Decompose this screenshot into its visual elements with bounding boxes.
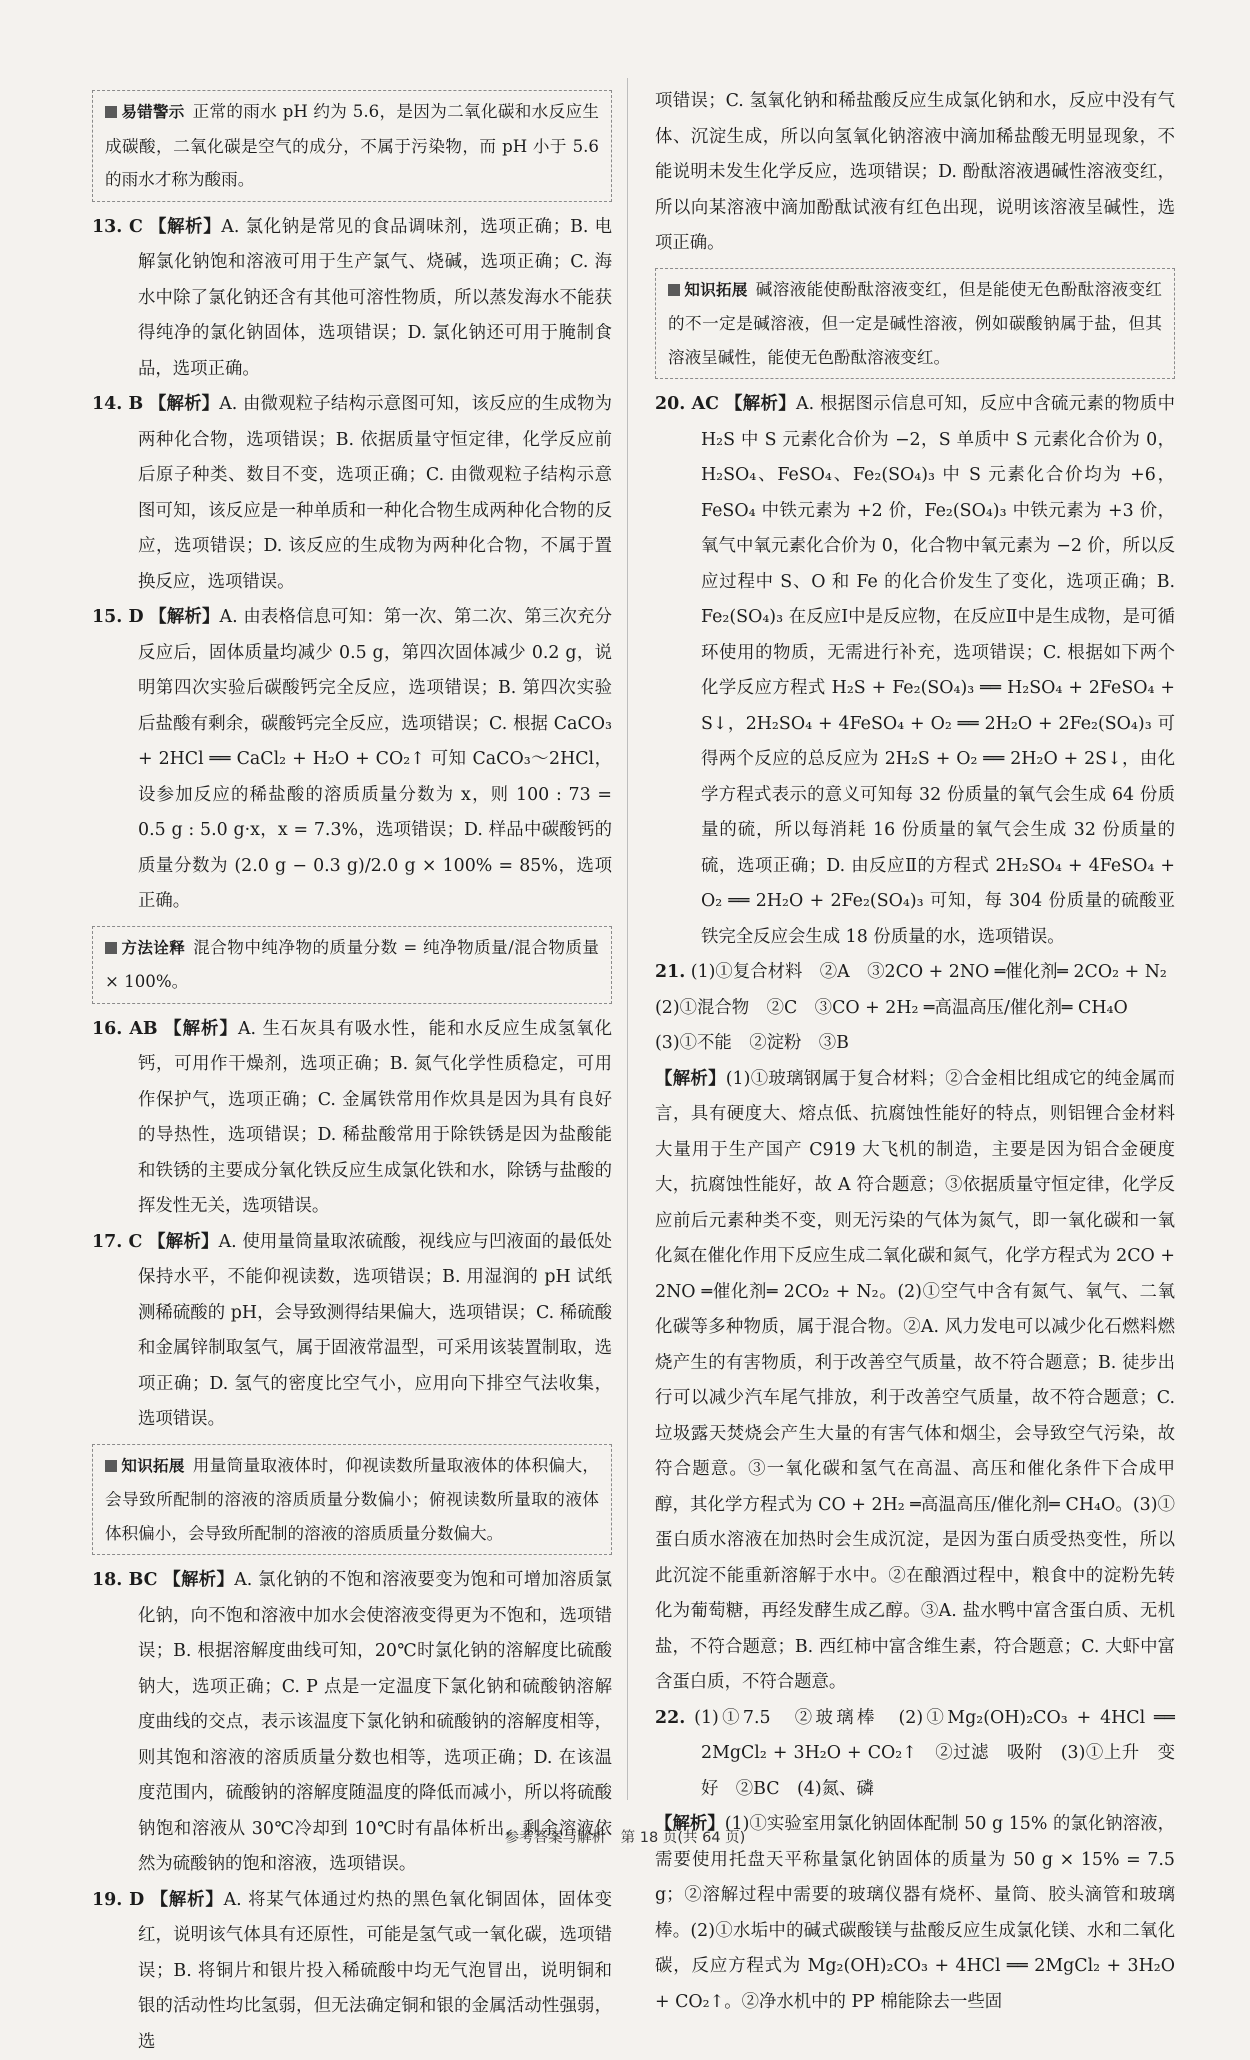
answer-number: 18. BC [92, 1570, 158, 1590]
answer-number: 22. [655, 1708, 685, 1728]
answer-number: 14. B [92, 394, 143, 414]
answer-text: A. 生石灰具有吸水性，能和水反应生成氢氧化钙，可用作干燥剂，选项正确；B. 氮气化学性质稳定，可用作保护气，选项正确；C. 金属铁常用作炊具是因为具有良好的导热性，选项错误；D. 稀盐酸常用于除铁锈是因为盐酸能和铁锈的主要成分氧化铁反应生成氯化铁和水，除锈与盐酸的挥发性无关，选项错误。 [138, 1019, 612, 1217]
answer-19-continued: 项错误；C. 氢氧化钠和稀盐酸反应生成氯化钠和水，反应中没有气体、沉淀生成，所以向氢氧化钠溶液中滴加稀盐酸无明显现象，不能说明未发生化学反应，选项错误；D. 酚酞溶液遇碱性溶液变红，所以向某溶液中滴加酚酞试液有红色出现，说明该溶液呈碱性，选项正确。 [655, 84, 1175, 262]
answer-text: A. 由表格信息可知：第一次、第二次、第三次充分反应后，固体质量均减少 0.5 g，第四次固体减少 0.2 g，说明第四次实验后碳酸钙完全反应，选项错误；B. 第四次实验后盐酸有剩余，碳酸钙完全反应，选项错误；C. 根据 CaCO₃ + 2HCl ══ CaCl₂ + H₂O + CO₂↑ 可知 CaCO₃～2HCl，设参加反应的稀盐酸的溶质质量分数为 x，则 100 : 73 = 0.5 g : 5.0 g·x，x = 7.3%，选项错误；D. 样品中碳酸钙的质量分数为 (2.0 g − 0.3 g)/2.0 g × 100% = 85%，选项正确。 [138, 607, 612, 911]
answer-15 [92, 600, 612, 920]
box-text: 用量筒量取液体时，仰视读数所量取液体的体积偏大，会导致所配制的溶液的溶质质量分数偏小；俯视读数所量取的液体体积偏小，会导致所配制的溶液的溶质质量分数偏大。 [105, 1456, 599, 1543]
analysis-tag: 【解析】 [149, 217, 221, 237]
answer-text: (1)①玻璃钢属于复合材料；②合金相比组成它的纯金属而言，具有硬度大、熔点低、抗腐蚀性能好的特点，则铝锂合金材料大量用于生产国产 C919 大飞机的制造，主要是因为铝合金硬度大，抗腐蚀性能好，故 A 符合题意；③依据质量守恒定律，化学反应前后元素种类不变，则无污染的气体为氮气，即一氧化碳和一氧化氮在催化作用下反应生成二氧化碳和氮气，化学方程式为 2CO + 2NO ═催化剂═ 2CO₂ + N₂。(2)①空气中含有氮气、氧气、二氧化碳等多种物质，属于混合物。②A. 风力发电可以减少化石燃料燃烧产生的有害物质，利于改善空气质量，故不符合题意；B. 徒步出行可以减少汽车尾气排放，利于改善空气质量，故不符合题意；C. 垃圾露天焚烧会产生大量的有害气体和烟尘，会导致空气污染，故符合题意。③一氧化碳和氢气在高温、高压和催化条件下合成甲醇，其化学方程式为 CO + 2H₂ ═高温高压/催化剂═ CH₄O。(3)①蛋白质水溶液在加热时会生成沉淀，是因为蛋白质受热变性，所以此沉淀不能重新溶解于水中。②在酿酒过程中，粮食中的淀粉先转化为葡萄糖，再经发酵生成乙醇。③A. 盐水鸭中富含蛋白质、无机盐，不符合题意；B. 西红柿中富含维生素，符合题意；C. 大虾中富含蛋白质，不符合题意。 [655, 1069, 1175, 1693]
analysis-tag: 【解析】 [163, 1570, 234, 1590]
answer-14 [92, 387, 612, 600]
answer-text: A. 根据图示信息可知，反应中含硫元素的物质中 H₂S 中 S 元素化合价为 −2，S 单质中 S 元素化合价为 0，H₂SO₄、FeSO₄、Fe₂(SO₄)₃ 中 S 元素化合价均为 +6，FeSO₄ 中铁元素为 +2 价，Fe₂(SO₄)₃ 中铁元素为 +3 价，氧气中氧元素化合价为 0，化合物中氧元素为 −2 价，所以反应过程中 S、O 和 Fe 的化合价发生了变化，选项正确；B. Fe₂(SO₄)₃ 在反应Ⅰ中是反应物，在反应Ⅱ中是生成物，是可循环使用的物质，无需进行补充，选项错误；C. 根据如下两个化学反应方程式 H₂S + Fe₂(SO₄)₃ ══ H₂SO₄ + 2FeSO₄ + S↓，2H₂SO₄ + 4FeSO₄ + O₂ ══ 2H₂O + 2Fe₂(SO₄)₃ 可得两个反应的总反应为 2H₂S + O₂ ══ 2H₂O + 2S↓，由化学方程式表示的意义可知每 32 份质量的氧气会生成 64 份质量的硫，所以每消耗 16 份质量的氧气会生成 32 份质量的硫，选项正确；D. 由反应Ⅱ的方程式 2H₂SO₄ + 4FeSO₄ + O₂ ══ 2H₂O + 2Fe₂(SO₄)₃ 可知，每 304 份质量的硫酸亚铁完全反应会生成 18 份质量的水，选项错误。 [701, 394, 1175, 947]
answer-text: A. 氯化钠是常见的食品调味剂，选项正确；B. 电解氯化钠饱和溶液可用于生产氯气、烧碱，选项正确；C. 海水中除了氯化钠还含有其他可溶性物质，所以蒸发海水不能获得纯净的氯化钠固体，选项错误；D. 氯化钠还可用于腌制食品，选项正确。 [138, 217, 612, 379]
analysis-tag: 【解析】 [164, 1019, 238, 1039]
square-icon [105, 1460, 117, 1472]
answer-17 [92, 1225, 612, 1438]
analysis-tag: 【解析】 [151, 1890, 224, 1910]
answer-19 [92, 1883, 612, 2060]
tip-box-knowledge [92, 1444, 612, 1556]
box-title: 知识拓展 [684, 281, 748, 299]
answer-text: A. 使用量筒量取浓硫酸，视线应与凹液面的最低处保持水平，不能仰视读数，选项错误；B. 用湿润的 pH 试纸测稀硫酸的 pH，会导致测得结果偏大，选项错误；C. 稀硫酸和金属锌制取氢气，属于固液常温型，可采用该装置制取，选项正确；D. 氢气的密度比空气小，应用向下排空气法收集，选项错误。 [138, 1232, 612, 1430]
square-icon [105, 106, 117, 118]
box-title: 方法诠释 [121, 939, 185, 957]
answer-21-analysis [655, 1062, 1175, 1701]
answer-number: 15. D [92, 607, 144, 627]
tip-box-knowledge [655, 268, 1175, 380]
analysis-tag: 【解析】 [655, 1814, 725, 1834]
answer-22 [655, 1701, 1175, 1808]
answer-20 [655, 387, 1175, 955]
left-column [92, 84, 612, 2060]
tip-box-method [92, 926, 612, 1004]
right-column [655, 84, 1175, 2020]
box-text: 混合物中纯净物的质量分数 = 纯净物质量/混合物质量 × 100%。 [105, 938, 599, 992]
answer-text: (1)①实验室用氯化钠固体配制 50 g 15% 的氯化钠溶液，需要使用托盘天平称量氯化钠固体的质量为 50 g × 15% = 7.5 g；②溶解过程中需要的玻璃仪器有烧杯、量筒、胶头滴管和玻璃棒。(2)①水垢中的碱式碳酸镁与盐酸反应生成氯化镁、水和二氧化碳，反应方程式为 Mg₂(OH)₂CO₃ + 4HCl ══ 2MgCl₂ + 3H₂O + CO₂↑。②净水机中的 PP 棉能除去一些固 [655, 1814, 1175, 2012]
answer-text: A. 将某气体通过灼热的黑色氧化铜固体，固体变红，说明该气体具有还原性，可能是氢气或一氧化碳，选项错误；B. 将铜片和银片投入稀硫酸中均无气泡冒出，说明铜和银的活动性均比氢弱，但无法确定铜和银的金属活动性强弱，选 [138, 1890, 612, 2052]
analysis-tag: 【解析】 [149, 394, 219, 414]
column-divider [627, 78, 628, 1800]
box-title: 易错警示 [121, 103, 185, 121]
answer-text: A. 氯化钠的不饱和溶液要变为饱和可增加溶质氯化钠，向不饱和溶液中加水会使溶液变得更为不饱和，选项错误；B. 根据溶解度曲线可知，20℃时氯化钠的溶解度比硫酸钠大，选项正确；C. P 点是一定温度下氯化钠和硫酸钠溶解度曲线的交点，表示该温度下氯化钠和硫酸钠的溶解度相等，则其饱和溶液的溶质质量分数也相等，选项正确；D. 在该温度范围内，硫酸钠的溶解度随温度的降低而减小，所以将硫酸钠饱和溶液从 30℃冷却到 10℃时有晶体析出，剩余溶液依然为硫酸钠的饱和溶液，选项错误。 [138, 1570, 612, 1874]
answer-line: (1)①复合材料 ②A ③2CO + 2NO ═催化剂═ 2CO₂ + N₂ [691, 962, 1167, 982]
analysis-tag: 【解析】 [655, 1069, 726, 1089]
answer-number: 19. D [92, 1890, 144, 1910]
answer-number: 16. AB [92, 1019, 158, 1039]
answer-text: A. 由微观粒子结构示意图可知，该反应的生成物为两种化合物，选项错误；B. 依据质量守恒定律，化学反应前后原子种类、数目不变，选项正确；C. 由微观粒子结构示意图可知，该反应是一种单质和一种化合物生成两种化合物的反应，选项错误；D. 该反应的生成物为两种化合物，不属于置换反应，选项错误。 [138, 394, 612, 592]
answer-number: 20. AC [655, 394, 719, 414]
tip-box-error-warning [92, 90, 612, 202]
answer-21-line-3: (3)①不能 ②淀粉 ③B [655, 1026, 1175, 1062]
answer-21-line-2: (2)①混合物 ②C ③CO + 2H₂ ═高温高压/催化剂═ CH₄O [655, 991, 1175, 1027]
answer-21 [655, 955, 1175, 991]
box-title: 知识拓展 [121, 1457, 185, 1475]
square-icon [668, 284, 680, 296]
square-icon [105, 942, 117, 954]
analysis-tag: 【解析】 [725, 394, 796, 414]
answer-number: 21. [655, 962, 685, 982]
page-footer: 参考答案与解析 第 18 页(共 64 页) [0, 1826, 1250, 1847]
answer-16 [92, 1012, 612, 1225]
box-text: 正常的雨水 pH 约为 5.6，是因为二氧化碳和水反应生成碳酸，二氧化碳是空气的成分，不属于污染物，而 pH 小于 5.6 的雨水才称为酸雨。 [105, 102, 599, 189]
answer-number: 13. C [92, 217, 143, 237]
answer-number: 17. C [92, 1232, 142, 1252]
analysis-tag: 【解析】 [148, 1232, 218, 1252]
answer-13 [92, 210, 612, 388]
answer-line: (1)①7.5 ②玻璃棒 (2)①Mg₂(OH)₂CO₃ + 4HCl ══ 2MgCl₂ + 3H₂O + CO₂↑ ②过滤 吸附 (3)①上升 变好 ②BC (4)氮、磷 [694, 1708, 1175, 1799]
box-text: 碱溶液能使酚酞溶液变红，但是能使无色酚酞溶液变红的不一定是碱溶液，但一定是碱性溶液，例如碳酸钠属于盐，但其溶液呈碱性，能使无色酚酞溶液变红。 [668, 280, 1162, 367]
analysis-tag: 【解析】 [149, 607, 219, 627]
